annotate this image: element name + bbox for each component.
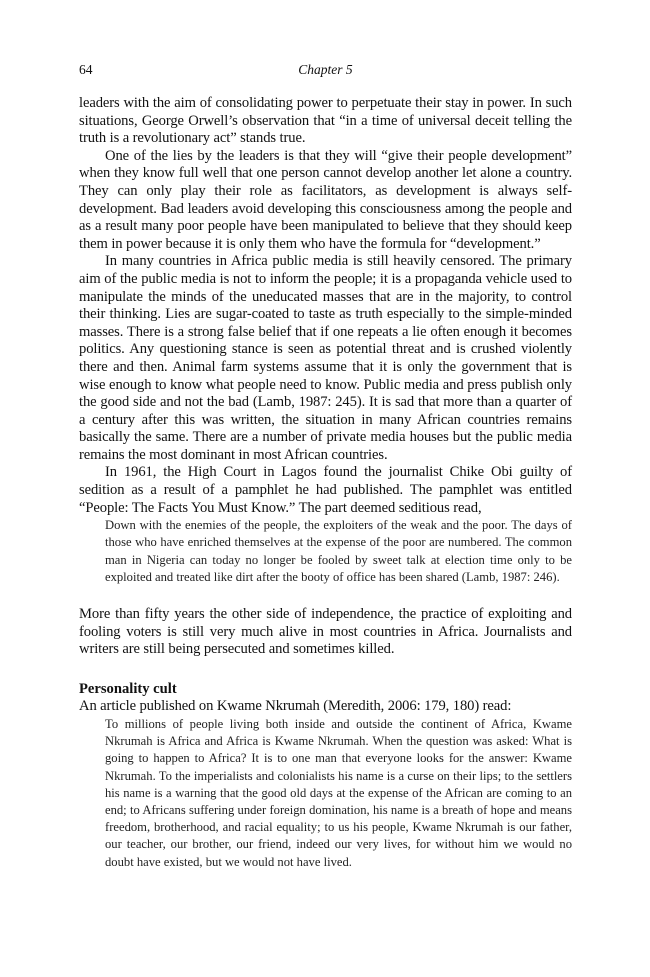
section-heading: Personality cult xyxy=(79,680,177,697)
running-head xyxy=(79,62,572,82)
block-quote-nkrumah: To millions of people living both inside and outside the continent of Africa, Kwame Nkrumah is Africa and Africa is Kwame Nkrumah. When the question was asked: What is going to happen to Africa? It is to one man that everyone looks for the answer: Kwame Nkrumah. To the imperialists and colonialists his name is a curse on their lips; to the settlers his name is a warning that the good old days at the expense of the African are coming to an end; to Africans suffering under foreign domination, his name is a breath of hope and means freedom, brotherhood, and racial equality; to us his people, Kwame Nkrumah is our father, our teacher, our brother, our friend, indeed our very lives, for without him we would no doubt have existed, but we would not have lived. xyxy=(105,717,572,869)
paragraph-chike-obi: In 1961, the High Court in Lagos found the journalist Chike Obi guilty of sedition as a result of a pamphlet he had published. The pamphlet was entitled “People: The Facts You Must Know.” The part deemed seditious read, xyxy=(79,464,572,516)
paragraph-continuation: leaders with the aim of consolidating power to perpetuate their stay in power. In such situations, George Orwell’s observation that “in a time of universal deceit telling the truth is a revolutionary act” stands true. xyxy=(79,95,572,147)
book-page xyxy=(79,62,572,871)
paragraph-nkrumah-intro: An article published on Kwame Nkrumah (Meredith, 2006: 179, 180) read: xyxy=(79,698,512,715)
chapter-title: Chapter 5 xyxy=(298,62,353,77)
spacer xyxy=(79,586,572,606)
spacer xyxy=(79,659,572,681)
block-quote-pamphlet: Down with the enemies of the people, the exploiters of the weak and the poor. The days of those who have enriched themselves at the expense of the poor are numbered. The common man in Nigeria can today no longer be fooled by sweet talk at election time only to be exploited and treated like dirt after the booty of office has been shared (Lamb, 1987: 246). xyxy=(105,518,572,584)
page-number: 64 xyxy=(79,62,93,77)
paragraph-independence: More than fifty years the other side of independence, the practice of exploiting and fooling voters is still very much alive in most countries in Africa. Journalists and writers are still being persecuted and sometimes killed. xyxy=(79,606,572,658)
paragraph-public-media: In many countries in Africa public media is still heavily censored. The primary aim of the public media is not to inform the people; it is a propaganda vehicle used to manipulate the minds of the uneducated masses that are in the majority, to control their thinking. Lies are sugar-coated to taste as truth especially to the simple-minded masses. There is a strong false belief that if one repeats a lie often enough it becomes politics. Any questioning stance is seen as potential threat and is crushed violently there and then. Animal farm systems assume that it is only the government that is wise enough to know what people need to know. Public media and press publish only the good side and not the bad (Lamb, 1987: 245). It is sad that more than a quarter of a century after this was written, the situation in many African countries remains basically the same. There are a number of private media houses but the public media remains the most dominant in most African countries. xyxy=(79,253,572,463)
paragraph-lies-of-leaders: One of the lies by the leaders is that they will “give their people development” when they know full well that one person cannot develop another let alone a country. They can only play their role as facilitators, as development is always self-development. Bad leaders avoid developing this consciousness among the people and as a result many poor people have been manipulated to believe that they should keep them in power because it is only them who have the formula for “development.” xyxy=(79,147,572,252)
